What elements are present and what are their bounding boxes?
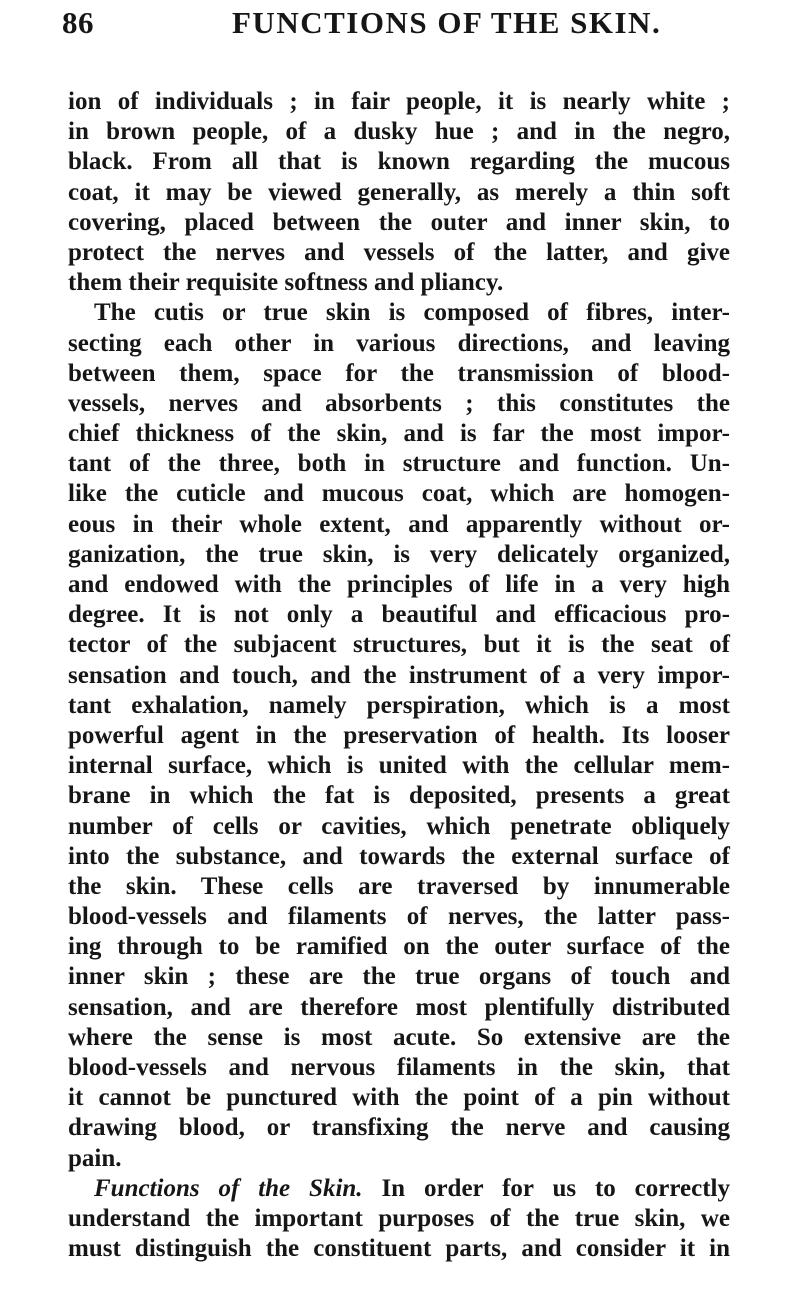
text-line: them their requisite softness and pliancy.	[68, 269, 504, 297]
text-line: where the sense is most acute. So extensive are the	[68, 1023, 730, 1051]
text-line: eous in their whole extent, and apparently without or-	[68, 510, 730, 538]
text-line: blood-vessels and filaments of nerves, the latter pass-	[68, 903, 730, 931]
text-line: in brown people, of a dusky hue ; and in the negro,	[68, 118, 730, 146]
text-line: the skin. These cells are traversed by innumerable	[68, 872, 730, 900]
text-line: number of cells or cavities, which penetrate obliquely	[68, 812, 730, 840]
page-header	[62, 5, 722, 45]
text-line: internal surface, which is united with the cellular mem-	[68, 752, 730, 780]
section-heading: Functions of the Skin.	[94, 1174, 363, 1202]
section-first-line	[68, 1174, 730, 1204]
text-line: drawing blood, or transfixing the nerve and causing	[68, 1114, 730, 1142]
text-line: tant exhalation, namely perspiration, which is a most	[68, 691, 730, 719]
text-line: brane in which the fat is deposited, presents a great	[68, 782, 730, 810]
text-line: chief thickness of the skin, and is far the most impor-	[68, 420, 730, 448]
text-line: into the substance, and towards the external surface of	[68, 842, 730, 870]
text-line: ing through to be ramified on the outer surface of the	[68, 933, 730, 961]
text-line: secting each other in various directions, and leaving	[68, 329, 730, 357]
text-line: inner skin ; these are the true organs of touch and	[68, 963, 730, 991]
text-line: covering, placed between the outer and inner skin, to	[68, 208, 730, 236]
text-line: blood-vessels and nervous filaments in the skin, that	[68, 1054, 730, 1081]
text-line: sensation and touch, and the instrument of a very impor-	[68, 661, 730, 689]
text-line: powerful agent in the preservation of health. Its looser	[68, 721, 730, 749]
text-line: degree. It is not only a beautiful and efficacious pro-	[68, 601, 730, 629]
text-line: and endowed with the principles of life in a very high	[68, 571, 730, 598]
section-first-line-text: In order for us to correctly	[381, 1174, 730, 1202]
text-line: must distinguish the constituent parts, and consider it in	[68, 1235, 730, 1263]
text-line: between them, space for the transmission of blood-	[68, 359, 730, 387]
text-line: protect the nerves and vessels of the latter, and give	[68, 238, 730, 266]
text-line: vessels, nerves and absorbents ; this constitutes the	[68, 389, 730, 417]
text-line: tant of the three, both in structure and function. Un-	[68, 450, 730, 478]
text-line: it cannot be punctured with the point of a pin without	[68, 1084, 730, 1112]
text-line: sensation, and are therefore most plentifully distributed	[68, 993, 730, 1021]
text-line: tector of the subjacent structures, but it is the seat of	[68, 631, 730, 659]
text-line: ion of individuals ; in fair people, it is nearly white ;	[68, 88, 730, 115]
text-line: like the cuticle and mucous coat, which are homogen-	[68, 480, 730, 508]
text-line: pain.	[68, 1144, 122, 1172]
text-line: understand the important purposes of the true skin, we	[68, 1204, 730, 1232]
body-text	[68, 87, 730, 1264]
text-line: black. From all that is known regarding the mucous	[68, 148, 730, 176]
text-line: ganization, the true skin, is very delicately organized,	[68, 540, 730, 568]
running-head: FUNCTIONS OF THE SKIN.	[232, 5, 662, 40]
text-line: coat, it may be viewed generally, as merely a thin soft	[68, 178, 730, 206]
page-number: 86	[62, 5, 94, 40]
paragraph-start: The cutis or true skin is composed of fibres, inter-	[94, 299, 730, 327]
